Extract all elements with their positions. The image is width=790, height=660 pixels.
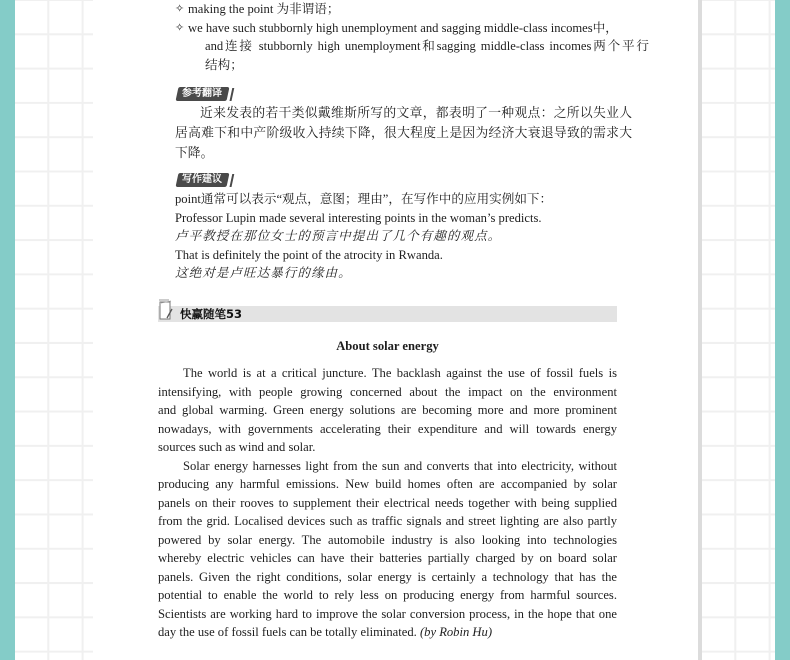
left-grid-background (15, 0, 93, 660)
writing-tips (175, 190, 552, 283)
left-frame-border (0, 0, 15, 660)
essay-line: panels. Given the right conditions, solar energy is certainly a technology that has the (158, 569, 617, 584)
essay-title: About solar energy (336, 339, 439, 353)
right-frame-border (775, 0, 790, 660)
essay-line: and global warming. Green energy solutions are becoming more and more prominent (158, 403, 617, 417)
essay-paragraph-2 (158, 457, 617, 642)
essay-line: The world is at a critical juncture. The backlash against the use of fossil fuels is (183, 366, 617, 380)
essay-line: whereby electric vehicles can have their batteries partially charged by on board solar (158, 551, 617, 565)
essay-line (158, 623, 617, 642)
essay-line: powered by solar energy. The automobile industry is also looking into technologies (158, 532, 617, 547)
right-grid-background (702, 0, 775, 660)
example-english: Professor Lupin made several interesting points in the woman’s predicts. (175, 210, 542, 225)
bullet-item (175, 19, 649, 38)
translation-paragraph (175, 103, 632, 163)
example-english: That is definitely the point of the atrocity in Rwanda. (175, 247, 443, 262)
bullet-item (175, 0, 649, 19)
essay-line: Scientists are working hard to improve the solar conversion process, in the hope that one (158, 606, 617, 621)
analysis-bullets (175, 0, 649, 74)
page-edge-shadow (698, 0, 702, 660)
writing-tips-label: 写作建议 (176, 173, 230, 187)
essay-body (158, 364, 617, 642)
essay-line: potential to enable the world to rely less on producing energy from harmful sources. (158, 588, 617, 602)
bullet-text: 结构； (205, 57, 243, 72)
essay-line: panels on their rooves to supplement their electrical needs together with being supplied (158, 495, 617, 510)
translation-line: 居高难下和中产阶级收入持续下降，很大程度上是因为经济大衰退导致的需求大 (175, 126, 632, 140)
bullet-text: and连接 stubbornly high unemployment和sagging middle-class incomes两个平行 (205, 39, 649, 53)
translation-label: 参考翻译 (176, 87, 230, 101)
example-chinese: 这绝对是卢旺达暴行的缘由。 (175, 266, 352, 280)
essay-line: Solar energy harnesses light from the sun and converts that into electricity, without (183, 458, 617, 473)
tips-intro: point通常可以表示“观点，意图；理由”，在写作中的应用实例如下： (175, 192, 553, 206)
notebook-pen-icon (158, 298, 174, 320)
essay-line: from the grid. Localised devices such as traffic signals and street lighting are also partly (158, 514, 617, 528)
section-heading: 快赢随笔53 (180, 307, 243, 321)
bullet-text: making the point 为非谓语； (188, 2, 340, 16)
diamond-bullet-icon: ✧ (175, 3, 185, 15)
essay-line-text: day the use of fossil fuels can be totally eliminated. (158, 625, 417, 639)
bullet-text: we have such stubbornly high unemployment and sagging middle-class incomes中， (188, 20, 618, 35)
example-chinese: 卢平教授在那位女士的预言中提出了几个有趣的观点。 (175, 229, 502, 243)
essay-byline: (by Robin Hu) (419, 625, 493, 639)
essay-line: intensifying, with people growing concerned about the impact on the environment (158, 384, 617, 399)
diamond-bullet-icon: ✧ (175, 21, 185, 34)
translation-line: 近来发表的若干类似戴维斯所写的文章，都表明了一种观点：之所以失业人 (200, 106, 632, 120)
section-heading-bar (158, 306, 617, 322)
essay-paragraph-1 (158, 364, 617, 457)
essay-line: nowadays, with governments accelerating their expenditure and will towards energy (158, 421, 617, 436)
essay-line: producing any harmful emissions. New build homes often are accompanied by solar (158, 477, 617, 491)
translation-line: 下降。 (175, 146, 214, 160)
essay-line: sources such as wind and solar. (158, 440, 316, 454)
